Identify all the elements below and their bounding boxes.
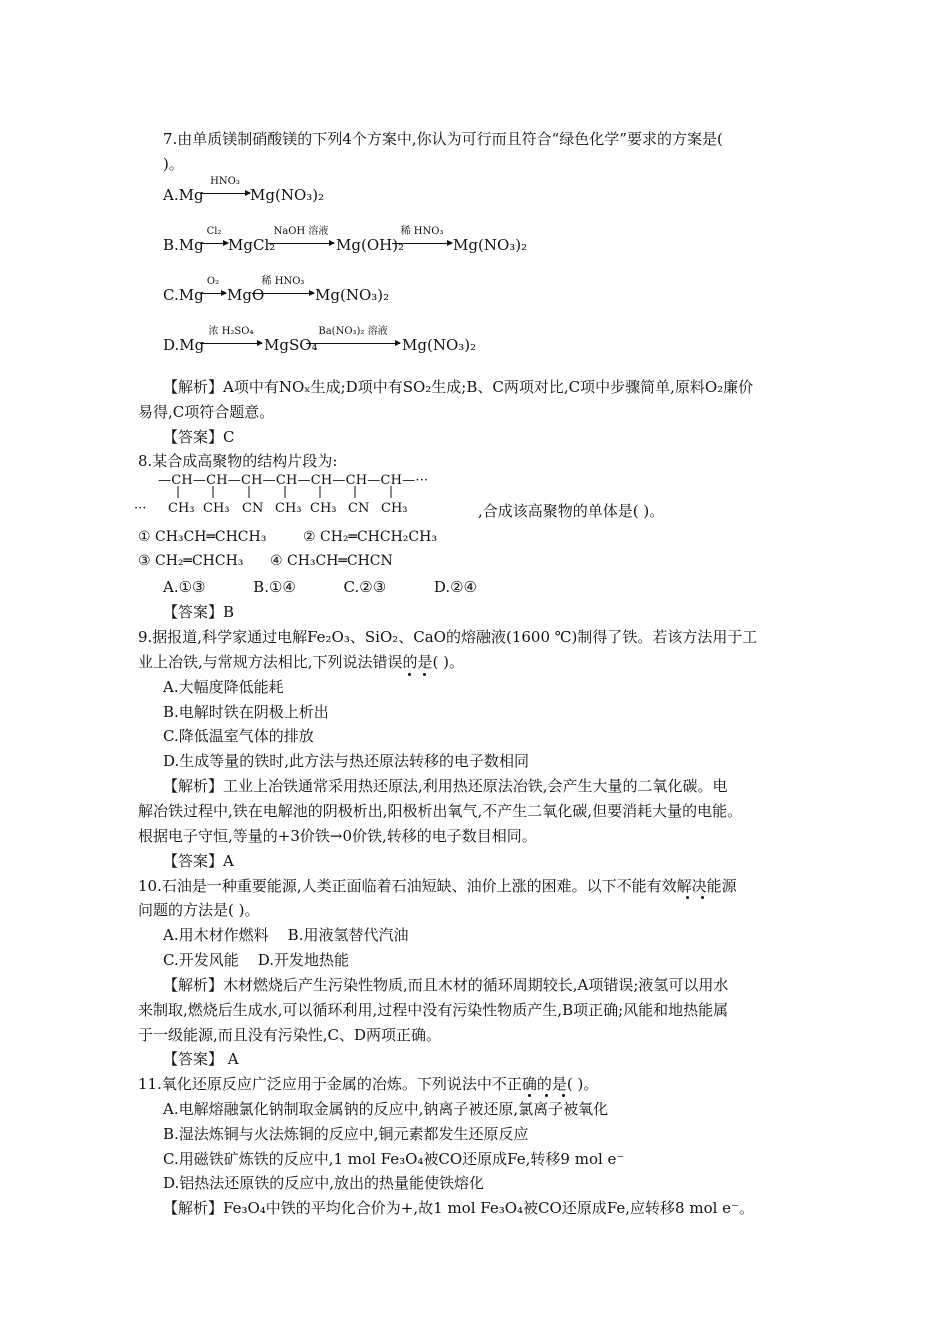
q10-stem-line1: 10.石油是一种重要能源,人类正面临着石油短缺、油价上涨的困难。以下不能有效解决能源 [138,877,737,895]
q7-analysis-line1: 【解析】A项中有NOₓ生成;D项中有SO₂生成;B、C两项对比,C项中步骤简单,原料O₂廉价 [163,378,754,396]
q11-option-c: C.用磁铁矿炼铁的反应中,1 mol Fe₃O₄被CO还原成Fe,转移9 mol e⁻ [163,1150,625,1168]
reaction-arrow [200,243,228,244]
q7-option-d-intermediate: MgSO₄ [264,336,318,354]
q11-option-b: B.湿法炼铜与火法炼铜的反应中,铜元素都发生还原反应 [163,1125,529,1143]
emphasis-dot [701,896,704,899]
q7-stem-line1: 7.由单质镁制硝酸镁的下列4个方案中,你认为可行而且符合“绿色化学”要求的方案是( [163,130,723,148]
q7-option-d-product: Mg(NO₃)₂ [402,336,477,354]
q9-option-b: B.电解时铁在阴极上析出 [163,703,329,721]
q8-monomer-1: ① CH₃CH═CHCH₃ [138,529,267,545]
q8-monomer-3: ③ CH₂═CHCH₃ [138,553,244,569]
q9-stem-line2: 业上冶铁,与常规方法相比,下列说法错误的是( )。 [138,653,465,671]
q10-options-ab: A.用木材作燃料 B.用液氢替代汽油 [163,926,409,944]
q7-option-c-label: C.Mg [163,286,204,304]
q11-option-a: A.电解熔融氯化钠制取金属钠的反应中,钠离子被还原,氯离子被氧化 [163,1100,609,1118]
reaction-arrow [252,293,314,294]
emphasis-dot [686,896,689,899]
q8-answer: 【答案】B [163,603,235,621]
q7-option-a-condition: HNO₃ [210,176,240,187]
reaction-arrow [200,193,250,194]
q7-option-b-intermediate-2: Mg(OH)₂ [336,236,405,254]
q7-option-a-label: A.Mg [163,186,204,204]
emphasis-dot [562,1094,565,1097]
q7-option-c-condition-1: O₂ [206,276,220,287]
reaction-arrow [200,343,262,344]
q7-option-c-intermediate: MgO [227,286,265,304]
q9-option-c: C.降低温室气体的排放 [163,727,314,745]
q11-analysis: 【解析】Fe₃O₄中铁的平均化合价为+,故1 mol Fe₃O₄被CO还原成Fe,应转移8 mol e⁻。 [163,1199,754,1217]
emphasis-dot [423,673,426,676]
q7-option-c-product: Mg(NO₃)₂ [315,286,390,304]
q8-stem-tail: ,合成该高聚物的单体是( )。 [478,502,665,520]
reaction-arrow [200,293,226,294]
q7-answer: 【答案】C [163,428,235,446]
q7-option-a-product: Mg(NO₃)₂ [250,186,325,204]
q7-option-b-condition-2: NaOH 溶液 [273,226,329,237]
q8-substituent: CN [348,501,370,516]
emphasis-dot [545,1094,548,1097]
q7-option-b-intermediate-1: MgCl₂ [228,236,276,254]
q8-polymer-backbone: —CH—CH—CH—CH—CH—CH—CH—··· [158,473,429,488]
q9-option-d: D.生成等量的铁时,此方法与热还原法转移的电子数相同 [163,752,530,770]
q9-option-a: A.大幅度降低能耗 [163,678,284,696]
q10-analysis-line2: 来制取,燃烧后生成水,可以循环利用,过程中没有污染性物质产生,B项正确;风能和地热能属 [138,1001,729,1019]
q10-answer: 【答案】 A [163,1050,239,1068]
q7-stem-line2: )。 [163,155,184,173]
q8-substituent: CH₃ [203,501,230,516]
q8-options: A.①③ B.①④ C.②③ D.②④ [163,578,477,596]
reaction-arrow [268,243,334,244]
q8-substituent: CH₃ [168,501,195,516]
q7-option-c-condition-2: 稀 HNO₃ [261,276,305,287]
q7-option-d-label: D.Mg [163,336,205,354]
q8-leading-dots: ··· [134,501,147,516]
q7-analysis-line2: 易得,C项符合题意。 [138,403,275,421]
q10-analysis-line1: 【解析】木材燃烧后产生污染性物质,而且木材的循环周期较长,A项错误;液氢可以用水 [163,976,729,994]
q7-option-b-condition-1: Cl₂ [206,226,222,237]
reaction-arrow [306,343,400,344]
q9-analysis-line3: 根据电子守恒,等量的+3价铁→0价铁,转移的电子数目相同。 [138,827,537,845]
q10-analysis-line3: 于一级能源,而且没有污染性,C、D两项正确。 [138,1026,442,1044]
reaction-arrow [392,243,452,244]
q8-monomer-2: ② CH₂═CHCH₂CH₃ [303,529,437,545]
q8-monomer-4: ④ CH₃CH═CHCN [270,553,393,569]
q9-analysis-line2: 解冶铁过程中,铁在电解池的阴极析出,阳极析出氧气,不产生二氧化碳,但要消耗大量的电能。 [138,802,743,820]
q9-analysis-line1: 【解析】工业上冶铁通常采用热还原法,利用热还原法冶铁,会产生大量的二氧化碳。电 [163,777,728,795]
q8-substituent: CH₃ [310,501,337,516]
q7-option-b-label: B.Mg [163,236,204,254]
q11-stem: 11.氧化还原反应广泛应用于金属的冶炼。下列说法中不正确的是( )。 [138,1075,599,1093]
q9-answer: 【答案】A [163,852,234,870]
q8-substituent: CN [242,501,264,516]
emphasis-dot [408,673,411,676]
q7-option-d-condition-2: Ba(NO₃)₂ 溶液 [318,326,388,337]
q8-substituent: CH₃ [381,501,408,516]
q7-option-b-condition-3: 稀 HNO₃ [400,226,444,237]
q10-options-cd: C.开发风能 D.开发地热能 [163,951,350,969]
q7-option-d-condition-1: 浓 H₂SO₄ [208,326,254,337]
emphasis-dot [528,1094,531,1097]
q8-substituent: CH₃ [275,501,302,516]
q8-stem: 8.某合成高聚物的结构片段为: [138,452,338,470]
q7-option-b-product: Mg(NO₃)₂ [453,236,528,254]
q9-stem-line1: 9.据报道,科学家通过电解Fe₂O₃、SiO₂、CaO的熔融液(1600 ℃)制得了铁。若该方法用于工 [138,628,758,646]
q10-stem-line2: 问题的方法是( )。 [138,901,260,919]
q11-option-d: D.铝热法还原铁的反应中,放出的热量能使铁熔化 [163,1174,485,1192]
